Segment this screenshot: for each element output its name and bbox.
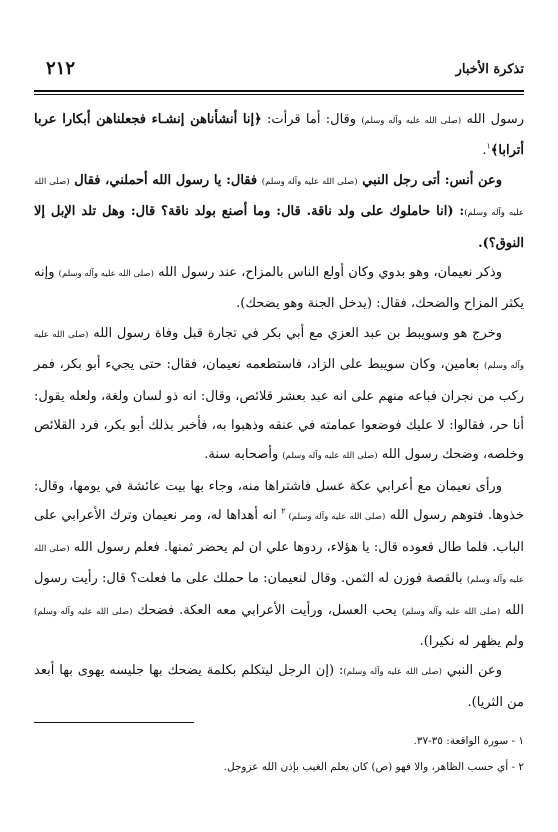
text-run: وعن أنس: أتى رجل النبي: [357, 172, 502, 188]
text-run: وذكر نعيمان، وهو بدوي وكان أولع الناس بالمزاح، عند رسول الله: [153, 265, 502, 281]
book-page: [34, 56, 525, 773]
salawat-note: (صلى الله عليه وآله وسلم): [34, 543, 524, 586]
salawat-note: (صلى الله عليه وآله وسلم): [361, 116, 462, 126]
salawat-note: (صلى الله عليه وآله وسلم): [34, 176, 524, 219]
footnote-2: ٢ - أي حسب الظاهر، والا فهو (ص) كان يعلم الغيب بإذن الله عزوجل.: [223, 761, 524, 773]
paragraph-5: [34, 472, 524, 656]
salawat-note: (صلى الله عليه وآله وسلم): [288, 512, 386, 523]
paragraph-1: [34, 105, 524, 166]
footnote-1: ١ - سورة الواقعة: ٣٥-٣٧.: [413, 735, 524, 747]
salawat-note: (صلى الله عليه وآله وسلم): [34, 329, 524, 372]
text-run: وخرج هو وسويبط بن عبد العزي مع أبي بكر في تجارة قبل وفاة رسول الله: [88, 325, 502, 341]
paragraph-3: [34, 258, 524, 319]
text-run: .: [482, 143, 487, 159]
text-run: وأصحابه سنة.: [204, 447, 283, 463]
text-run: ولم يظهر له نكيرا).: [419, 633, 524, 649]
running-header: [34, 56, 524, 82]
text-run: انه أهداها له، ومر نعيمان وترك الأعرابي على الباب. فلما طال قعوده قال: يا هؤلاء، ردوها علي ان لم يحضر ثمنها. فعلم رسول الله: [34, 508, 524, 555]
salawat-note: (صلى الله عليه وآله وسلم): [34, 606, 133, 617]
text-run: فقال: يا رسول الله أحملني، فقال: [69, 172, 262, 188]
salawat-note: (صلى الله عليه وآله وسلم): [261, 176, 358, 187]
text-run: رسول الله: [461, 112, 524, 127]
footnote-marker-1: ١: [486, 142, 491, 152]
footnote-separator: [34, 722, 194, 723]
text-run: بالقصة فوزن له الثمن. وقال لنعيمان: ما حملك على ما فعلت؟ قال: رأيت رسول الله: [34, 571, 524, 618]
quran-verse: ﴿إنا أنشأناهن إنشـاء فجعلناهن أبكارا عربا أترابا﴾: [34, 112, 524, 159]
paragraph-6: [34, 656, 524, 717]
page-number: ٢١٢: [46, 58, 76, 79]
text-run: يحب العسل، ورأيت الأعرابي معه العكة. فضحك: [132, 602, 402, 618]
footnotes: [34, 728, 524, 780]
salawat-note: (صلى الله عليه وآله وسلم): [401, 606, 501, 617]
salawat-note: (صلى الله عليه وآله وسلم): [282, 451, 378, 462]
paragraph-2: [34, 166, 524, 258]
footnote-marker-2: ٢: [281, 506, 289, 516]
book-title: تذكرة الأخبار: [455, 62, 524, 77]
text-run: : (إن الرجل ليتكلم بكلمة يضحك بها جليسه يهوى بها أبعد من الثريا).: [34, 663, 524, 710]
salawat-note: (صلى الله عليه وآله وسلم): [58, 269, 154, 280]
header-rule: [34, 90, 524, 95]
salawat-note: (صلى الله عليه وآله وسلم): [343, 667, 442, 678]
page-body: [34, 105, 524, 717]
text-run: وعن النبي: [441, 663, 502, 679]
paragraph-4: [34, 319, 524, 472]
text-run: : (انا حاملوك على ولد ناقة. قال: وما أصنع بولد ناقة؟ قال: وهل تلد الإبل إلا النوق؟).: [34, 204, 524, 251]
text-run: بعامين، وكان سويبط على الزاد، فاستطعمه نعيمان، فقال: حتى يجيء أبو بكر، فمر ركب من نجران فباعه منهم على انه عبد بعشر قلائص، وقال: انه ذو لسان ولغة، ولعله يقول: أنا حر، فقالوا: لا عليك فوضعوا عمامته في عنقه وذهبوا به، فأخبر بذلك أبو بكر، فرد القلائص وخلصه، وضحك رسول الله: [34, 357, 524, 463]
text-run: وقال: أما قرأت:: [261, 112, 362, 127]
text-run: وإنه يكثر المزاح والضحك، فقال: (يدخل الجنة وهو يضحك).: [34, 265, 524, 312]
text-run: ورأى نعيمان مع أعرابي عكة عسل فاشتراها منه، وجاء بها بيت عائشة في يومها، وقال: خذوها. فتوهم رسول الله: [34, 478, 525, 524]
